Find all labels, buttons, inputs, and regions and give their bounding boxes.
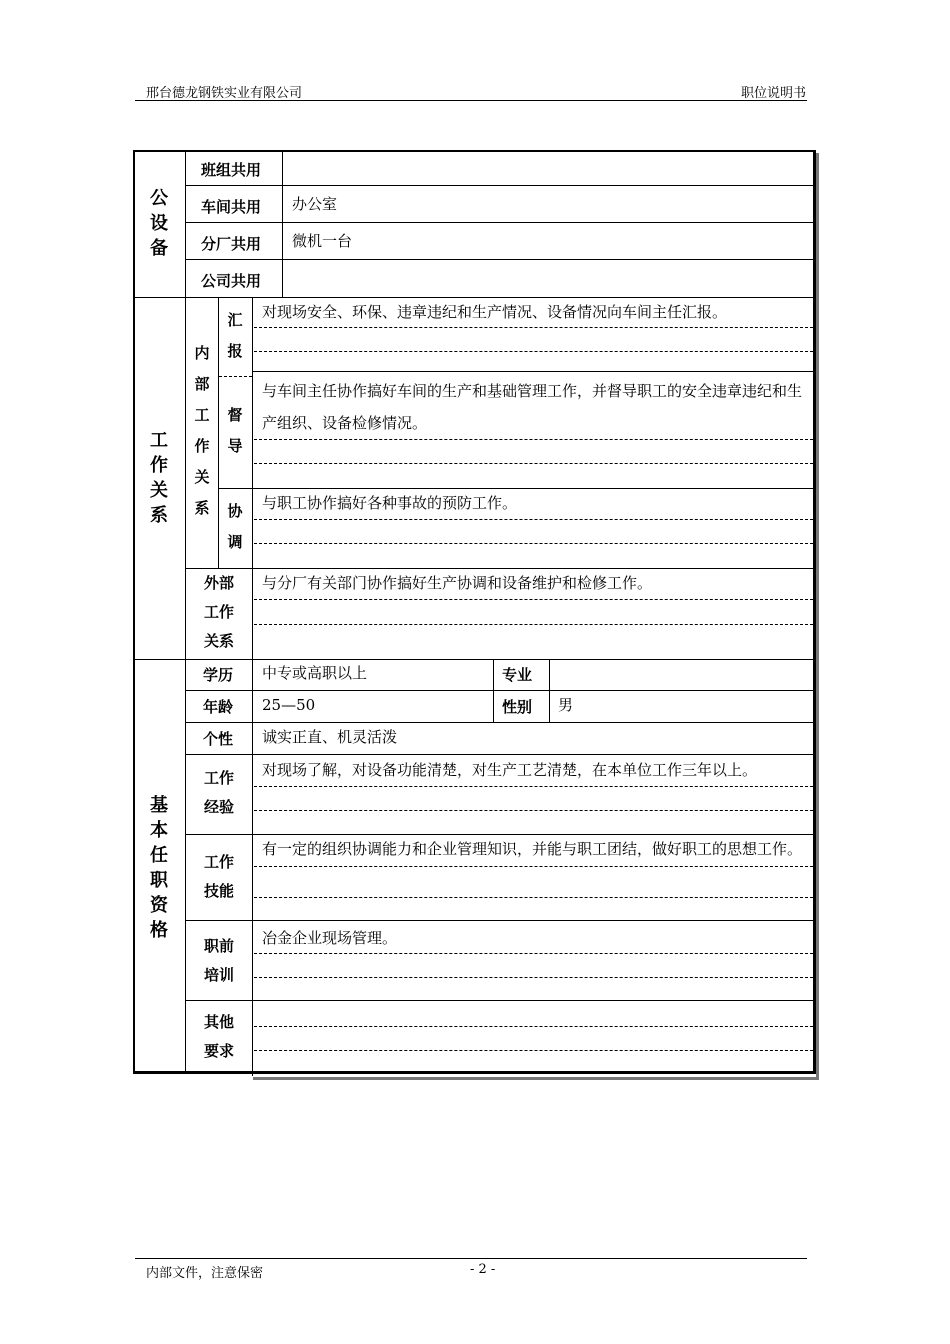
footer-rule <box>135 1258 807 1259</box>
confidentiality-note: 内部文件，注意保密 <box>146 1266 264 1281</box>
document-type: 职位说明书 <box>740 86 806 101</box>
supervise-label: 督 导 <box>227 406 243 455</box>
experience-label: 工作 经验 <box>203 769 234 816</box>
row-line <box>252 371 815 372</box>
dashed-line <box>254 599 813 600</box>
table-shadow-right <box>816 153 819 1077</box>
row-line <box>185 1000 815 1001</box>
relations-section-label: 工 作 关 系 <box>150 430 168 526</box>
col-line-internal <box>218 298 219 568</box>
gender-label: 性别 <box>502 698 533 716</box>
dashed-line <box>254 351 813 352</box>
equipment-company-label: 公司共用 <box>201 272 262 290</box>
dashed-line <box>254 786 813 787</box>
row-line <box>185 259 815 260</box>
dashed-line <box>254 897 813 898</box>
col-line-equipment <box>282 151 283 297</box>
personality-value: 诚实正直、机灵活泼 <box>262 728 398 746</box>
equipment-team-label: 班组共用 <box>201 161 262 179</box>
equipment-branch-value: 微机一台 <box>292 232 353 250</box>
supervise-text: 与车间主任协作搞好车间的生产和基础管理工作，并督导职工的安全违章违纪和生产组织、设备检修情况。 <box>262 382 803 432</box>
equipment-section-label: 公 设 备 <box>150 188 168 259</box>
equipment-branch-label: 分厂共用 <box>201 235 262 253</box>
dashed-line <box>254 439 813 440</box>
col-line-major-value <box>549 659 550 723</box>
coordinate-text: 与职工协作搞好各种事故的预防工作。 <box>262 494 518 512</box>
internal-relations-label: 内 部 工 作 关 系 <box>194 344 210 517</box>
report-label: 汇 报 <box>227 311 243 360</box>
page-number: - 2 - <box>470 1262 496 1277</box>
col-line-content <box>252 298 253 1076</box>
company-name: 邢台德龙钢铁实业有限公司 <box>146 86 303 101</box>
external-relations-text: 与分厂有关部门协作搞好生产协调和设备维护和检修工作。 <box>262 574 653 592</box>
gender-value: 男 <box>558 696 574 714</box>
dashed-line <box>254 866 813 867</box>
dashed-line <box>254 463 813 464</box>
dashed-line <box>254 624 813 625</box>
skills-text: 有一定的组织协调能力和企业管理知识，并能与职工团结，做好职工的思想工作。 <box>262 840 803 858</box>
training-label: 职前 培训 <box>203 937 234 984</box>
age-value: 25—50 <box>262 696 316 714</box>
row-line <box>185 920 815 921</box>
qualifications-section-label: 基 本 任 职 资 格 <box>150 795 168 941</box>
equipment-workshop-label: 车间共用 <box>201 198 262 216</box>
education-value: 中专或高职以上 <box>262 664 368 682</box>
coordinate-label: 协 调 <box>227 502 243 551</box>
education-label: 学历 <box>203 666 234 684</box>
experience-text: 对现场了解，对设备功能清楚，对生产工艺清楚，在本单位工作三年以上。 <box>262 761 758 779</box>
section-line <box>134 659 815 660</box>
equipment-workshop-value: 办公室 <box>292 195 338 213</box>
table-shadow-bottom <box>253 1077 819 1080</box>
dashed-line <box>254 977 813 978</box>
dashed-line <box>254 1026 813 1027</box>
row-line <box>219 376 252 377</box>
other-requirements-label: 其他 要求 <box>203 1013 234 1060</box>
major-label: 专业 <box>502 666 533 684</box>
header-rule <box>135 100 807 101</box>
external-relations-label: 外部 工作 关系 <box>203 574 234 650</box>
row-line <box>185 222 815 223</box>
age-label: 年龄 <box>203 698 234 716</box>
dashed-line <box>254 1050 813 1051</box>
row-line <box>185 185 815 186</box>
skills-label: 工作 技能 <box>203 853 234 900</box>
dashed-line <box>254 543 813 544</box>
col-line-major-label <box>493 659 494 723</box>
report-text: 对现场安全、环保、违章违纪和生产情况、设备情况向车间主任汇报。 <box>262 303 728 321</box>
training-text: 冶金企业现场管理。 <box>262 929 398 947</box>
dashed-line <box>254 810 813 811</box>
dashed-line <box>254 519 813 520</box>
personality-label: 个性 <box>203 730 234 748</box>
col-line-1 <box>185 151 186 1073</box>
